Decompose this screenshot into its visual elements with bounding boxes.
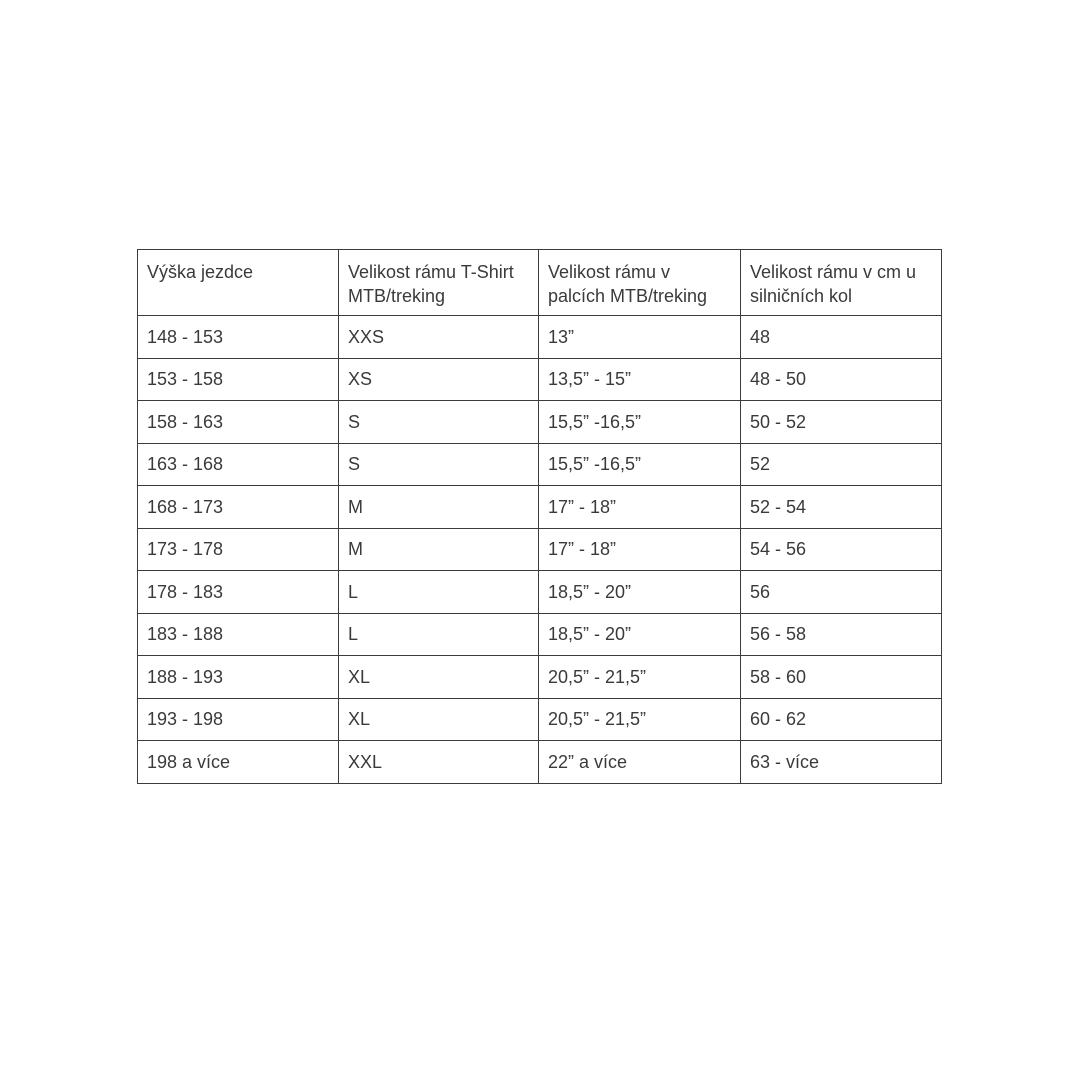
header-frame-size-inches: Velikost rámu v palcích MTB/treking xyxy=(539,250,741,316)
cell-frame-inches: 18,5” - 20” xyxy=(539,571,741,614)
cell-frame-cm: 56 xyxy=(741,571,942,614)
cell-frame-cm: 63 - více xyxy=(741,741,942,784)
cell-frame-cm: 52 - 54 xyxy=(741,486,942,529)
table-row xyxy=(138,401,942,444)
table-row xyxy=(138,656,942,699)
cell-frame-inches: 15,5” -16,5” xyxy=(539,401,741,444)
cell-rider-height: 183 - 188 xyxy=(138,613,339,656)
header-frame-size-cm-road: Velikost rámu v cm u silničních kol xyxy=(741,250,942,316)
cell-rider-height: 198 a více xyxy=(138,741,339,784)
cell-frame-inches: 17” - 18” xyxy=(539,528,741,571)
table-row xyxy=(138,486,942,529)
bike-size-table xyxy=(137,249,942,784)
cell-frame-tshirt: S xyxy=(339,443,539,486)
cell-rider-height: 178 - 183 xyxy=(138,571,339,614)
cell-frame-tshirt: M xyxy=(339,528,539,571)
cell-rider-height: 148 - 153 xyxy=(138,316,339,359)
cell-frame-tshirt: XL xyxy=(339,698,539,741)
header-frame-size-tshirt: Velikost rámu T-Shirt MTB/treking xyxy=(339,250,539,316)
cell-frame-tshirt: XXS xyxy=(339,316,539,359)
cell-rider-height: 168 - 173 xyxy=(138,486,339,529)
table-body xyxy=(138,316,942,784)
cell-frame-cm: 54 - 56 xyxy=(741,528,942,571)
cell-frame-inches: 18,5” - 20” xyxy=(539,613,741,656)
cell-frame-cm: 60 - 62 xyxy=(741,698,942,741)
cell-frame-inches: 13,5” - 15” xyxy=(539,358,741,401)
cell-frame-inches: 20,5” - 21,5” xyxy=(539,656,741,699)
table-row xyxy=(138,698,942,741)
cell-frame-tshirt: XL xyxy=(339,656,539,699)
table-row xyxy=(138,571,942,614)
cell-frame-tshirt: L xyxy=(339,571,539,614)
cell-frame-tshirt: L xyxy=(339,613,539,656)
table-row xyxy=(138,443,942,486)
table-row xyxy=(138,358,942,401)
cell-frame-inches: 22” a více xyxy=(539,741,741,784)
cell-frame-cm: 58 - 60 xyxy=(741,656,942,699)
cell-rider-height: 193 - 198 xyxy=(138,698,339,741)
table-row xyxy=(138,528,942,571)
cell-frame-cm: 56 - 58 xyxy=(741,613,942,656)
cell-frame-inches: 17” - 18” xyxy=(539,486,741,529)
cell-frame-cm: 50 - 52 xyxy=(741,401,942,444)
cell-frame-tshirt: M xyxy=(339,486,539,529)
cell-frame-tshirt: XS xyxy=(339,358,539,401)
cell-rider-height: 188 - 193 xyxy=(138,656,339,699)
cell-rider-height: 173 - 178 xyxy=(138,528,339,571)
cell-frame-inches: 13” xyxy=(539,316,741,359)
cell-frame-tshirt: S xyxy=(339,401,539,444)
cell-frame-cm: 48 xyxy=(741,316,942,359)
table-row xyxy=(138,613,942,656)
cell-rider-height: 158 - 163 xyxy=(138,401,339,444)
cell-frame-inches: 15,5” -16,5” xyxy=(539,443,741,486)
table-row xyxy=(138,741,942,784)
cell-rider-height: 153 - 158 xyxy=(138,358,339,401)
cell-frame-cm: 52 xyxy=(741,443,942,486)
cell-rider-height: 163 - 168 xyxy=(138,443,339,486)
cell-frame-cm: 48 - 50 xyxy=(741,358,942,401)
cell-frame-tshirt: XXL xyxy=(339,741,539,784)
header-rider-height: Výška jezdce xyxy=(138,250,339,316)
table-row xyxy=(138,316,942,359)
table-header xyxy=(138,250,942,316)
cell-frame-inches: 20,5” - 21,5” xyxy=(539,698,741,741)
header-row xyxy=(138,250,942,316)
